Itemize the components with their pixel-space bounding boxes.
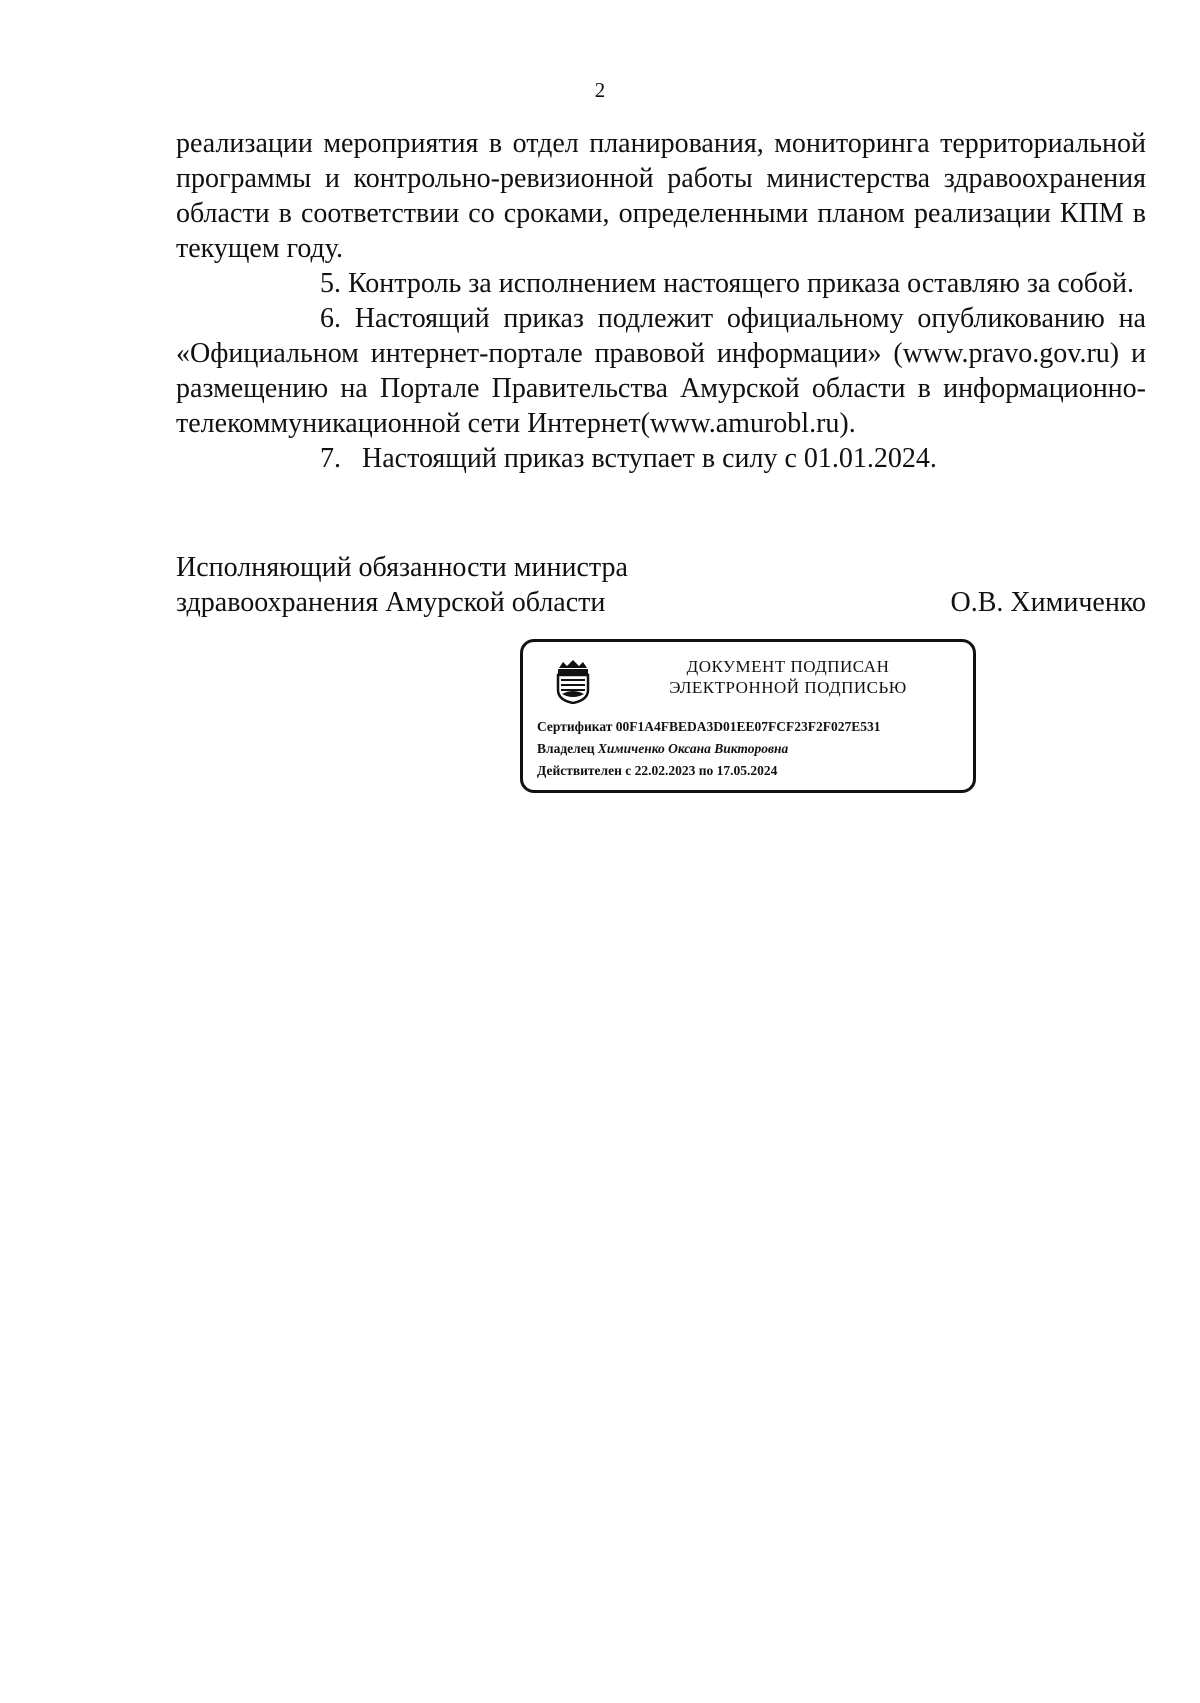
stamp-details	[537, 716, 881, 782]
valid-to-prefix: по	[698, 763, 714, 778]
owner-label: Владелец	[537, 741, 595, 756]
valid-from-date: 22.02.2023	[634, 763, 696, 778]
stamp-title-line2: ЭЛЕКТРОННОЙ ПОДПИСЬЮ	[669, 678, 907, 697]
electronic-signature-stamp	[520, 639, 976, 793]
valid-label: Действителен	[537, 763, 622, 778]
page-number: 2	[594, 78, 606, 102]
signer-position-line1: Исполняющий обязанности министра	[176, 552, 628, 583]
valid-to-date: 17.05.2024	[716, 763, 778, 778]
owner-value: Химиченко Оксана Викторовна	[597, 741, 789, 756]
valid-from-prefix: с	[625, 763, 632, 778]
paragraph-6	[176, 301, 1146, 441]
validity-line	[537, 760, 881, 782]
certificate-label: Сертификат	[537, 719, 613, 734]
paragraph-5	[176, 266, 1146, 301]
signer-name: О.В. Химиченко	[950, 587, 1146, 618]
paragraph-6-text: Настоящий приказ подлежит официальному опубликованию на «Официальном интернет-портале правовой информации» (www.pravo.gov.ru) и размещению на Портале Правительства Амурской области в информационно-телекоммуникационной сети Интернет(www.amurobl.ru).	[176, 303, 1146, 439]
paragraph-4-continuation: реализации мероприятия в отдел планирования, мониторинга территориальной программы и контрольно-ревизионной работы министерства здравоохранения области в соответствии со сроками, определенными планом реализации КПМ в текущем году.	[176, 128, 1146, 264]
stamp-title	[613, 656, 963, 698]
paragraph-6-number: 6.	[320, 303, 341, 334]
certificate-line	[537, 716, 881, 738]
signer-position-line2: здравоохранения Амурской области	[176, 587, 606, 618]
paragraph-7-text: Настоящий приказ вступает в силу с 01.01.2024.	[362, 443, 937, 474]
owner-line	[537, 738, 881, 760]
paragraph-7	[176, 441, 1146, 476]
coat-of-arms-icon	[553, 658, 593, 704]
paragraph-7-number: 7.	[320, 443, 341, 474]
stamp-title-line1: ДОКУМЕНТ ПОДПИСАН	[686, 657, 890, 676]
paragraph-5-number: 5.	[320, 268, 341, 299]
paragraph-5-text: Контроль за исполнением настоящего приказа оставляю за собой.	[348, 268, 1135, 299]
certificate-value: 00F1A4FBEDA3D01EE07FCF23F2F027E531	[615, 719, 881, 734]
order-body	[176, 126, 1146, 476]
